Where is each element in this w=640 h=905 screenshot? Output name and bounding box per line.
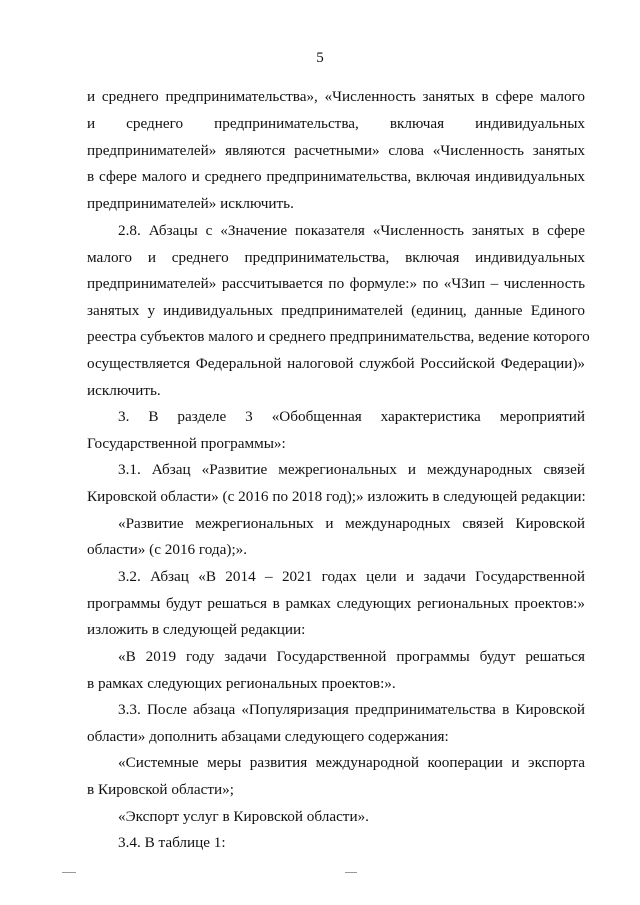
text-line: и среднего предпринимательства», «Численность занятых в сфере малого (87, 88, 585, 105)
text-line: 3.2. Абзац «В 2014 – 2021 годах цели и задачи Государственной (118, 568, 585, 585)
text-line: и среднего предпринимательства, включая индивидуальных (87, 115, 585, 132)
text-line: 3.1. Абзац «Развитие межрегиональных и международных связей (118, 461, 585, 478)
text-line: реестра субъектов малого и среднего предпринимательства, ведение которого (87, 328, 590, 345)
text-line: изложить в следующей редакции: (87, 621, 306, 638)
text-line: Кировской области» (с 2016 по 2018 год);» изложить в следующей редакции: (87, 488, 586, 505)
text-line: занятых у индивидуальных предпринимателей (единиц, данные Единого (87, 302, 585, 319)
text-line: «В 2019 году задачи Государственной программы будут решаться (118, 648, 585, 665)
text-line: предпринимателей» являются расчетными» слова «Численность занятых (87, 142, 585, 159)
text-line: малого и среднего предпринимательства, включая индивидуальных (87, 249, 585, 266)
text-line: 2.8. Абзацы с «Значение показателя «Численность занятых в сфере (118, 222, 585, 239)
text-line: «Системные меры развития международной кооперации и экспорта (118, 754, 585, 771)
text-line: «Экспорт услуг в Кировской области». (118, 808, 369, 825)
text-line: 3.4. В таблице 1: (118, 834, 226, 851)
text-line: Государственной программы»: (87, 435, 286, 452)
text-line: предпринимателей» исключить. (87, 195, 294, 212)
text-line: 3.3. После абзаца «Популяризация предпринимательства в Кировской (118, 701, 585, 718)
text-line: в Кировской области»; (87, 781, 234, 798)
text-line: в сфере малого и среднего предпринимательства, включая индивидуальных (87, 168, 585, 185)
text-line: в рамках следующих региональных проектов:». (87, 675, 396, 692)
text-line: предпринимателей» рассчитывается по формуле:» по «ЧЗип – численность (87, 275, 585, 292)
text-line: области» дополнить абзацами следующего содержания: (87, 728, 449, 745)
text-line: исключить. (87, 382, 161, 399)
text-line: программы будут решаться в рамках следующих региональных проектов:» (87, 595, 585, 612)
scan-speck (62, 872, 76, 873)
text-line: осуществляется Федеральной налоговой службой Российской Федерации)» (87, 355, 585, 372)
scan-speck (345, 872, 357, 873)
text-line: 3. В разделе 3 «Обобщенная характеристика мероприятий (118, 408, 585, 425)
text-line: области» (с 2016 года);». (87, 541, 248, 558)
text-line: «Развитие межрегиональных и международных связей Кировской (118, 515, 585, 532)
page-number: 5 (316, 50, 324, 66)
